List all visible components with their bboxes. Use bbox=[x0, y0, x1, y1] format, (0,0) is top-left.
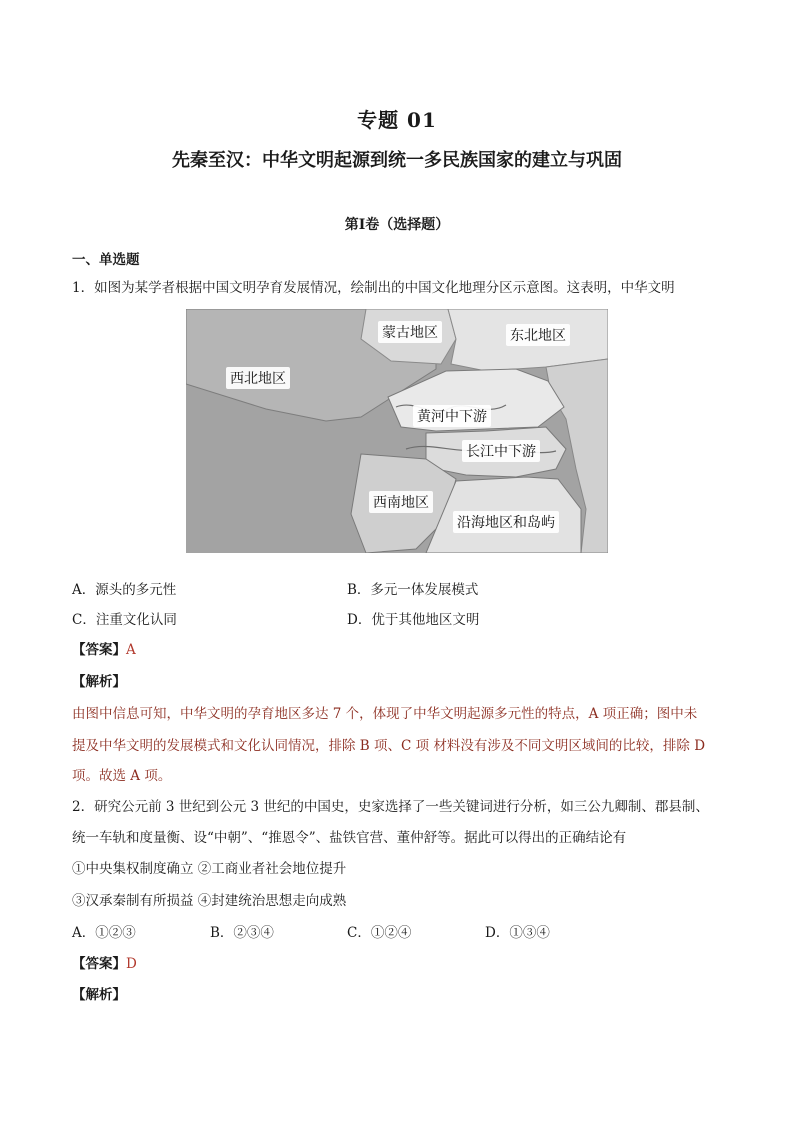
q2-answer: D bbox=[126, 956, 137, 972]
q1-option-a: A．源头的多元性 bbox=[72, 582, 177, 598]
topic-title: 专题 01 bbox=[357, 108, 437, 132]
q2-item-line: ①中央集权制度确立 ②工商业者社会地位提升 bbox=[72, 861, 347, 877]
map-label-northwest: 西北地区 bbox=[226, 367, 290, 389]
q2-analysis-tag: 【解析】 bbox=[72, 987, 126, 1003]
q2-stem-line: 统一车轨和度量衡、设“中朝”、“推恩令”、盐铁官营、董仲舒等。据此可以得出的正确结论有 bbox=[72, 830, 627, 846]
map-label-coastal: 沿海地区和岛屿 bbox=[453, 511, 559, 533]
q1-option-b: B．多元一体发展模式 bbox=[347, 582, 479, 598]
section-title: 第Ⅰ卷（选择题） bbox=[344, 217, 450, 233]
q1-analysis-line: 由图中信息可知，中华文明的孕育地区多达 7 个，体现了中华文明起源多元性的特点，A 项正确；图中未 bbox=[72, 706, 698, 722]
map-label-mongolia: 蒙古地区 bbox=[378, 321, 442, 343]
q1-answer: A bbox=[126, 642, 136, 658]
q1-answer-tag: 【答案】 bbox=[72, 642, 126, 658]
topic-subtitle: 先秦至汉：中华文明起源到统一多民族国家的建立与巩固 bbox=[172, 150, 622, 171]
q2-stem-line: 2．研究公元前 3 世纪到公元 3 世纪的中国史，史家选择了一些关键词进行分析，如三公九卿制、郡县制、 bbox=[72, 799, 709, 815]
q1-option-d: D．优于其他地区文明 bbox=[347, 612, 480, 628]
q2-answer-tag: 【答案】 bbox=[72, 956, 126, 972]
map-label-yellow-river: 黄河中下游 bbox=[413, 405, 491, 427]
q2-option-d: D．①③④ bbox=[485, 925, 550, 941]
q2-option-c: C．①②④ bbox=[347, 925, 412, 941]
map-label-northeast: 东北地区 bbox=[506, 324, 570, 346]
part-heading: 一、单选题 bbox=[72, 252, 140, 268]
q2-answer-line bbox=[72, 955, 137, 973]
q2-option-a: A．①②③ bbox=[72, 925, 136, 941]
q1-answer-line bbox=[72, 641, 136, 659]
culture-region-map bbox=[186, 309, 608, 553]
q1-analysis-tag: 【解析】 bbox=[72, 674, 126, 690]
map-label-southwest: 西南地区 bbox=[369, 491, 433, 513]
q1-stem: 1．如图为某学者根据中国文明孕育发展情况，绘制出的中国文化地理分区示意图。这表明，中华文明 bbox=[72, 280, 675, 296]
q1-analysis-line: 提及中华文明的发展模式和文化认同情况，排除 B 项、C 项 材料没有涉及不同文明区域间的比较，排除 D bbox=[72, 738, 706, 754]
q2-item-line: ③汉承秦制有所损益 ④封建统治思想走向成熟 bbox=[72, 893, 347, 909]
q1-option-c: C．注重文化认同 bbox=[72, 612, 177, 628]
q2-option-b: B．②③④ bbox=[210, 925, 274, 941]
q1-analysis-line: 项。故选 A 项。 bbox=[72, 768, 172, 784]
map-label-yangtze: 长江中下游 bbox=[462, 440, 540, 462]
